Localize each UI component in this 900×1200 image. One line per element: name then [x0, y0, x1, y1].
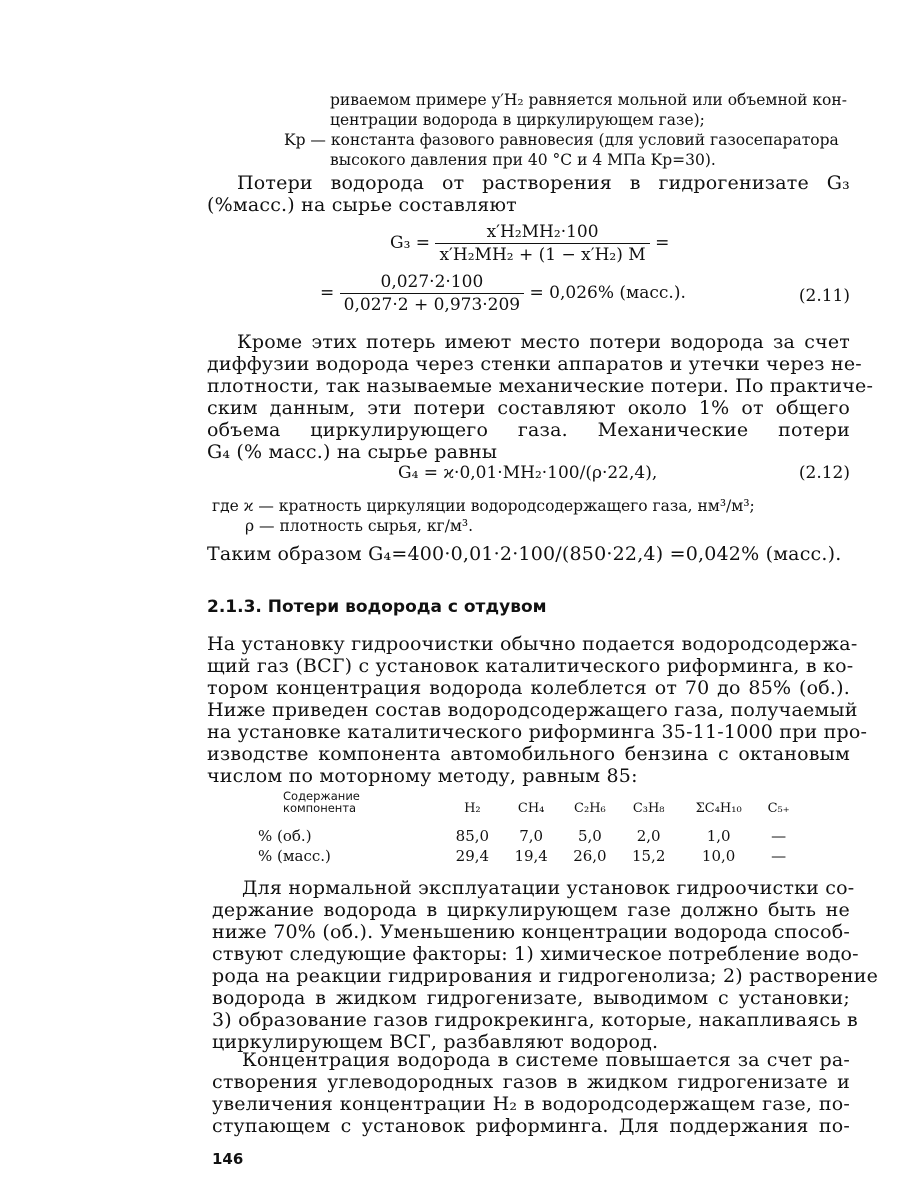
- row-label: % (масс.): [258, 847, 331, 865]
- text-line: Ниже приведен состав водородсодержащего газа, получаемый: [207, 699, 858, 721]
- paragraph: [207, 633, 868, 787]
- text-line: Для нормальной эксплуатации установок гидроочистки со-: [242, 877, 855, 899]
- column-header: H₂: [464, 800, 481, 816]
- table-cell: 29,4: [455, 847, 490, 865]
- text-line: плотности, так называемые механические потери. По практиче-: [207, 375, 874, 397]
- text-line: диффузии водорода через стенки аппаратов и утечки через не-: [207, 353, 862, 375]
- table-cell: —: [771, 847, 787, 865]
- table-cell: 1,0: [706, 827, 731, 845]
- text-line: Потери водорода от растворения в гидрогенизате G₃: [237, 172, 850, 194]
- text-line: циркулирующем ВСГ, разбавляют водород.: [212, 1031, 659, 1053]
- definition-line: ρ — плотность сырья, кг/м³.: [245, 517, 474, 535]
- text-line: Таким образом G₄=400·0,01·2·100/(850·22,4) =0,042% (масс.).: [207, 543, 842, 565]
- equation-number: (2.11): [798, 286, 850, 306]
- fraction-denominator: x′H₂MH₂ + (1 − x′H₂) M: [439, 245, 646, 265]
- equation-number: (2.12): [798, 463, 850, 483]
- paragraph: [212, 877, 879, 1053]
- text-line: Концентрация водорода в системе повышается за счет ра-: [242, 1049, 850, 1071]
- text-line: G₄ (% масс.) на сырье равны: [207, 441, 498, 463]
- text-line: створения углеводородных газов в жидком гидрогенизате и: [212, 1071, 850, 1093]
- text-line: ствуют следующие факторы: 1) химическое потребление водо-: [212, 943, 859, 965]
- text-line: Кроме этих потерь имеют место потери водорода за счет: [237, 331, 850, 353]
- text-line: держание водорода в циркулирующем газе должно быть не: [212, 899, 850, 921]
- text-line: объема циркулирующего газа. Механические потери: [207, 419, 850, 441]
- table-row: [258, 846, 798, 866]
- text-line: рода на реакции гидрирования и гидрогенолиза; 2) растворение: [212, 965, 879, 987]
- equals-sign: =: [655, 233, 670, 253]
- row-label: % (об.): [258, 827, 312, 845]
- equation-2-12: [398, 463, 850, 483]
- equation-fraction: [340, 272, 524, 315]
- text-line: изводстве компонента автомобильного бензина с октановым: [207, 743, 850, 765]
- column-header: C₃H₈: [632, 800, 665, 816]
- definition-line: центрации водорода в циркулирующем газе);: [330, 111, 705, 129]
- table-cell: 85,0: [455, 827, 490, 845]
- result-line: [207, 543, 852, 565]
- fraction-numerator: 0,027·2·100: [340, 272, 524, 294]
- text-line: тором концентрация водорода колеблется от 70 до 85% (об.).: [207, 677, 850, 699]
- equation-2-11-numeric: [320, 272, 850, 315]
- fraction-denominator: 0,027·2 + 0,973·209: [343, 295, 521, 315]
- definition-line: Kр — константа фазового равновесия (для условий газосепаратора: [284, 131, 839, 149]
- table-row: [258, 826, 798, 846]
- text-line: На установку гидроочистки обычно подается водородсодержа-: [207, 633, 858, 655]
- paragraph: [207, 331, 874, 463]
- column-header: C₂H₆: [574, 800, 606, 816]
- text-line: водорода в жидком гидрогенизате, выводимом с установки;: [212, 987, 850, 1009]
- variable-definitions: [250, 90, 850, 170]
- equation-body: G₄ = ϰ·0,01·MH₂·100/(ρ·22,4),: [398, 463, 658, 483]
- text-line: щий газ (ВСГ) с установок каталитического риформинга, в ко-: [207, 655, 854, 677]
- equation-2-11: [390, 222, 850, 265]
- text-line: ступающем с установок риформинга. Для поддержания по-: [212, 1115, 850, 1137]
- table-cell: 2,0: [636, 827, 661, 845]
- header-label: Содержание: [283, 789, 360, 803]
- table-cell: 10,0: [701, 847, 736, 865]
- text-line: ским данным, эти потери составляют около 1% от общего: [207, 397, 850, 419]
- section-heading: 2.1.3. Потери водорода с отдувом: [207, 597, 547, 617]
- page-number: 146: [212, 1150, 244, 1168]
- text-line: ниже 70% (об.). Уменьшению концентрации водорода способ-: [212, 921, 850, 943]
- equation-fraction: [435, 222, 649, 265]
- text-line: на установке каталитического риформинга 35-11-1000 при про-: [207, 721, 868, 743]
- text-line: (%масс.) на сырье составляют: [207, 194, 517, 216]
- header-label: компонента: [283, 801, 357, 815]
- where-definitions: [212, 496, 842, 536]
- definition-line: высокого давления при 40 °C и 4 МПа Kр=30).: [330, 151, 716, 169]
- column-header: C₅₊: [767, 800, 790, 816]
- definition-line: риваемом примере y′H₂ равняется мольной или объемной кон-: [330, 91, 847, 109]
- table-cell: —: [771, 827, 787, 845]
- table-header-row: [258, 790, 798, 826]
- fraction-numerator: x′H₂MH₂·100: [435, 222, 649, 244]
- equals-sign: =: [320, 283, 335, 303]
- text-line: увеличения концентрации H₂ в водородсодержащем газе, по-: [212, 1093, 850, 1115]
- equation-result: = 0,026% (масс.).: [529, 283, 686, 303]
- text-line: 3) образование газов гидрокрекинга, которые, накапливаясь в: [212, 1009, 858, 1031]
- composition-table: [258, 790, 798, 866]
- table-cell: 7,0: [519, 827, 544, 845]
- paragraph: [212, 1049, 850, 1137]
- column-header: CH₄: [517, 800, 545, 816]
- text-line: числом по моторному методу, равным 85:: [207, 765, 638, 787]
- table-row-header: [258, 790, 443, 826]
- table-cell: 26,0: [573, 847, 607, 865]
- table-cell: 19,4: [514, 847, 548, 865]
- table-cell: 15,2: [631, 847, 666, 865]
- paragraph: [207, 172, 850, 216]
- table-cell: 5,0: [577, 827, 602, 845]
- definition-line: где ϰ — кратность циркуляции водородсодержащего газа, нм³/м³;: [212, 497, 755, 515]
- equation-lhs: G₃ =: [390, 233, 431, 253]
- column-header: ΣC₄H₁₀: [695, 800, 742, 816]
